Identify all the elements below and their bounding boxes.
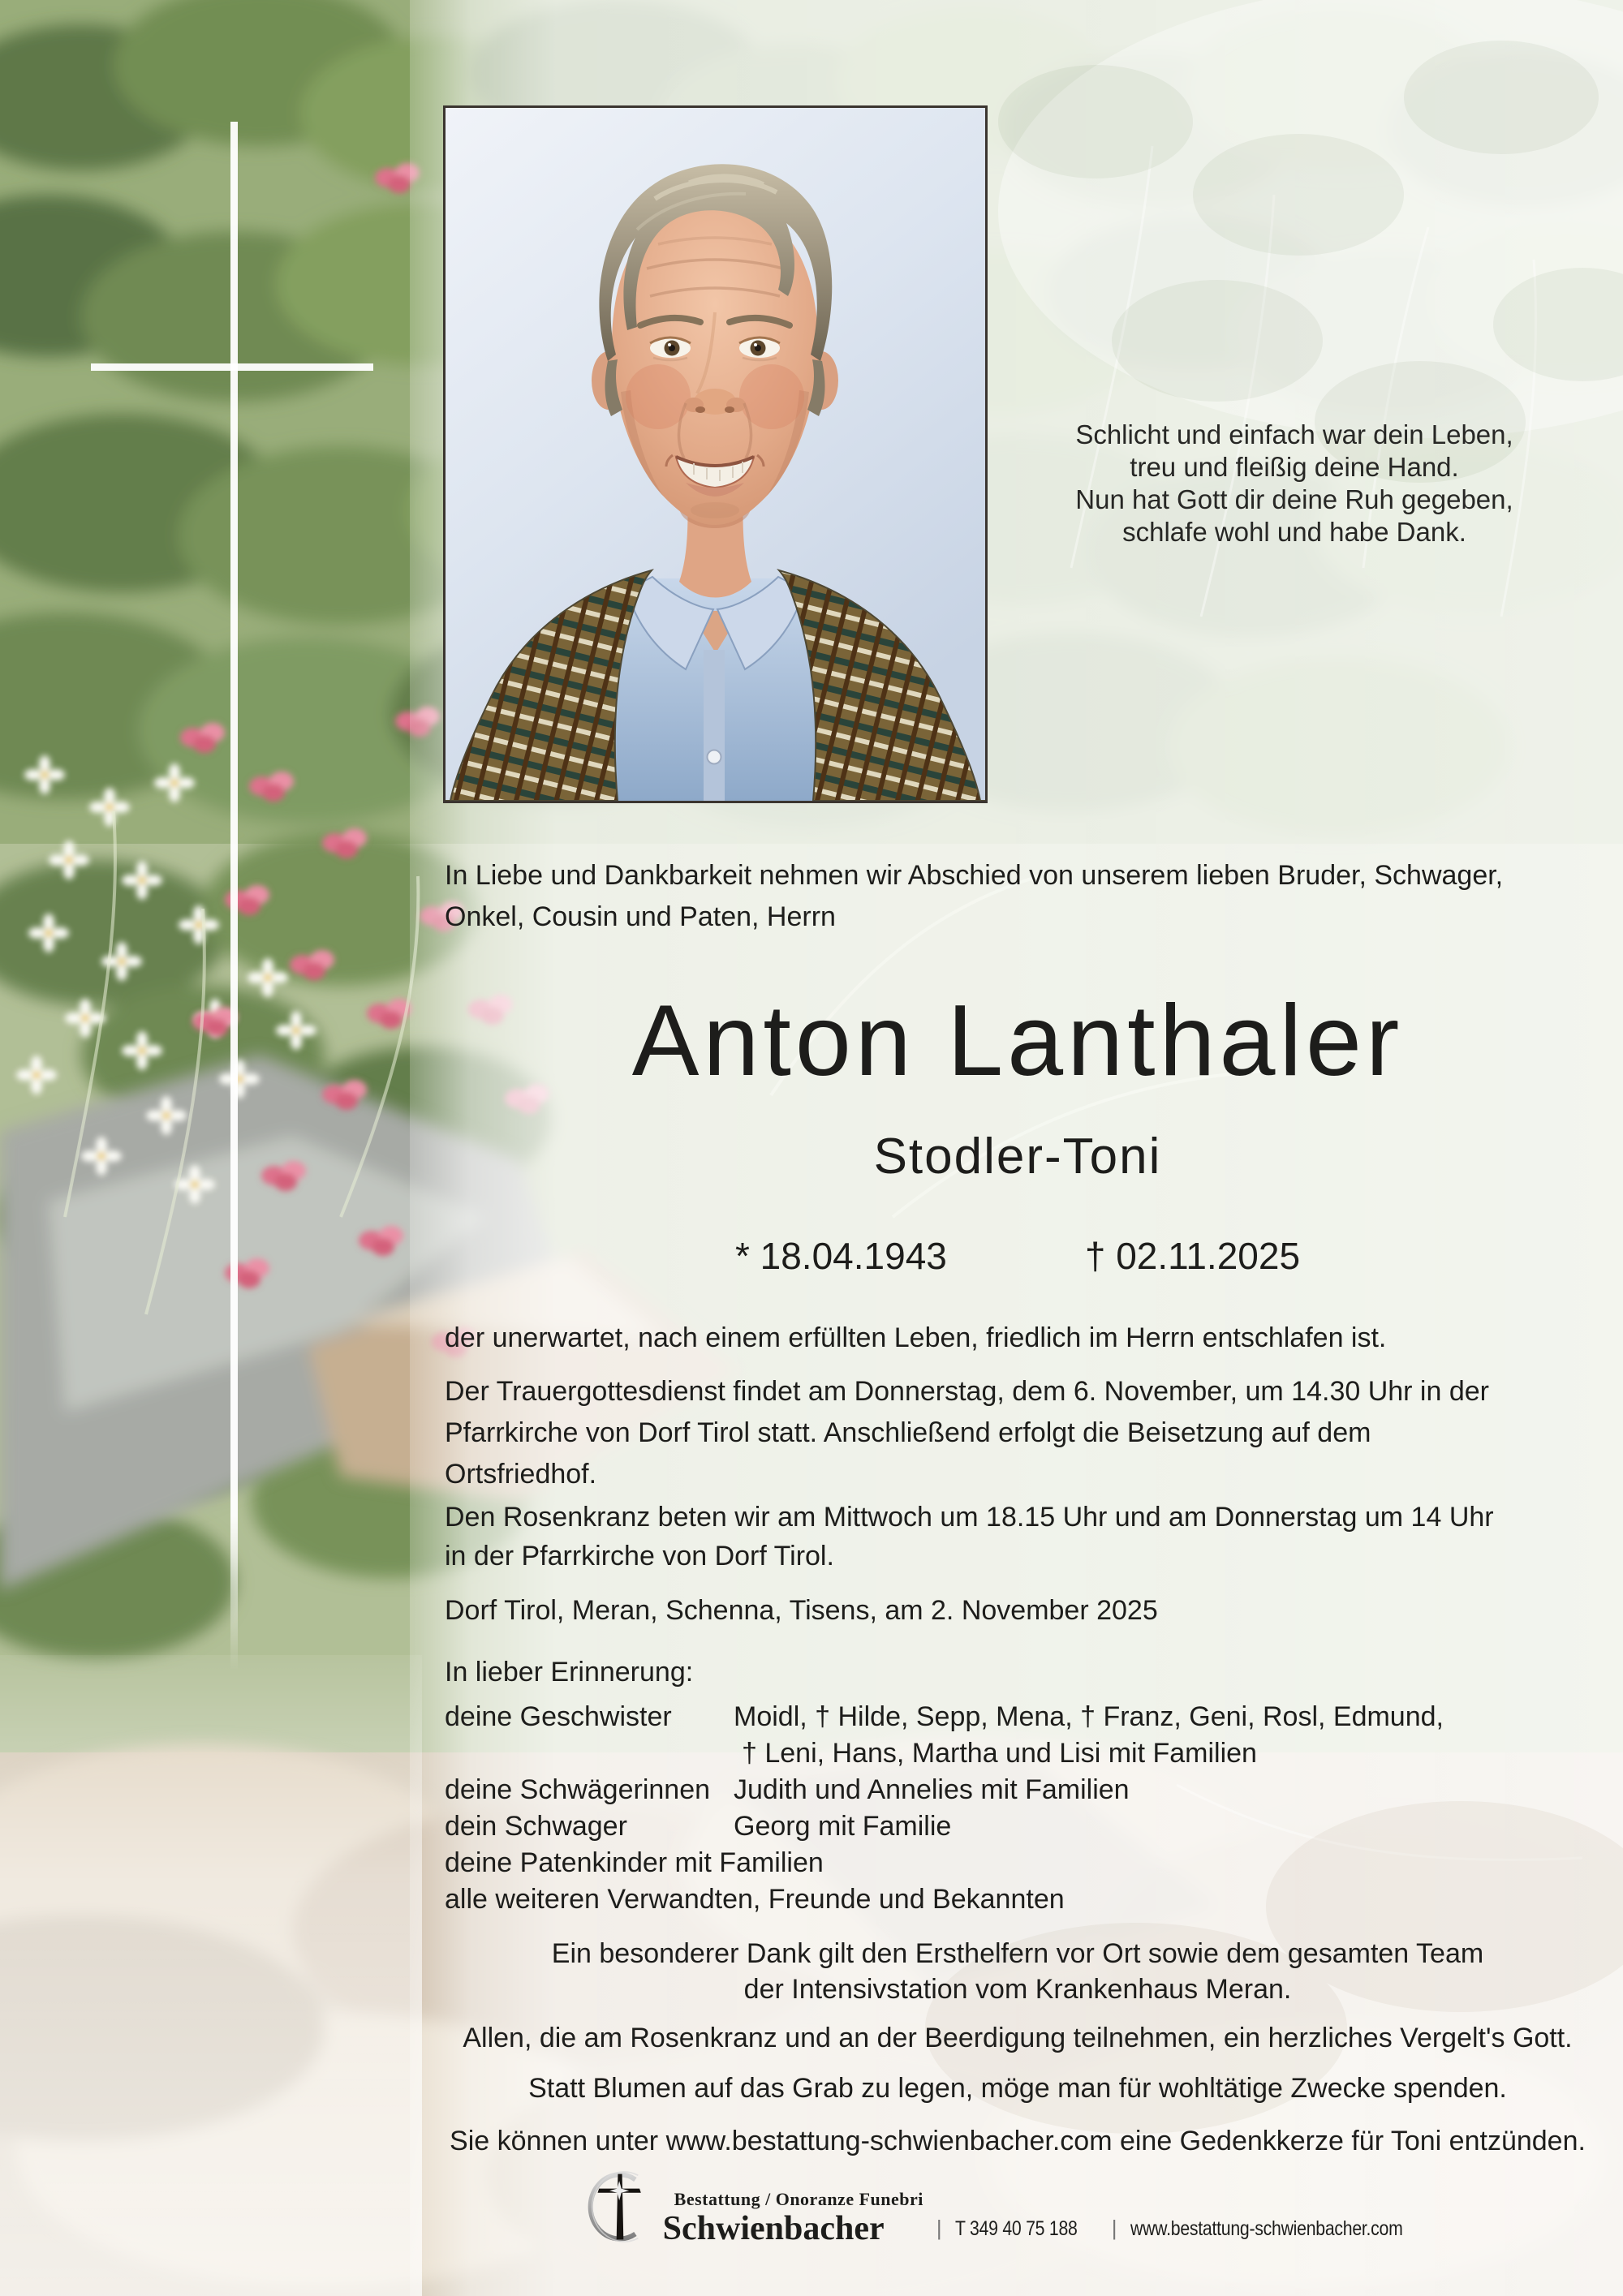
deceased-nickname: Stodler-Toni (873, 1129, 1162, 1185)
mourner-label: deine Patenkinder mit Familien (445, 1847, 824, 1878)
attendance-thanks: Allen, die am Rosenkranz und an der Beerdigung teilnehmen, ein herzliches Vergelt's Gott. (463, 2023, 1573, 2053)
mourner-label: alle weiteren Verwandten, Freunde und Bekannten (445, 1884, 1065, 1915)
life-dates (445, 1234, 1591, 1278)
intro-line: In Liebe und Dankbarkeit nehmen wir Abschied von unserem lieben Bruder, Schwager, (445, 860, 1504, 891)
mourner-row (445, 1772, 1444, 1808)
funeral-home-tagline: Bestattung / Onoranze Funebri (674, 2189, 923, 2209)
places-date-line: Dorf Tirol, Meran, Schenna, Tisens, am 2. November 2025 (445, 1595, 1158, 1626)
mourner-value: Georg mit Familie (734, 1811, 952, 1842)
remembrance-heading: In lieber Erinnerung: (445, 1657, 694, 1688)
paragraph-line: Der Trauergottesdienst findet am Donnerstag, dem 6. November, um 14.30 Uhr in der (445, 1376, 1489, 1407)
passing-paragraph (445, 1318, 1386, 1359)
portrait-photo (446, 108, 985, 801)
intro-line: Onkel, Cousin und Paten, Herrn (445, 901, 836, 932)
paragraph-line: in der Pfarrkirche von Dorf Tirol. (445, 1541, 834, 1572)
mourner-row (445, 1699, 1444, 1772)
paragraph-line: Ortsfriedhof. (445, 1459, 597, 1490)
footer-separator: | (1111, 2216, 1117, 2240)
special-thanks (445, 1936, 1591, 2007)
poem-line: schlafe wohl und habe Dank. (1122, 517, 1466, 547)
mourner-row (445, 1845, 1444, 1881)
memorial-poem (1031, 419, 1558, 548)
logo-swoosh (590, 2174, 635, 2238)
funeral-home-phone: T 349 40 75 188 (954, 2217, 1078, 2240)
rosary-paragraph (445, 1498, 1494, 1576)
footer-separator: | (936, 2216, 942, 2240)
thanks-line: Ein besonderer Dank gilt den Ersthelfern vor Ort sowie dem gesamten Team (551, 1938, 1484, 1969)
death-date: † 02.11.2025 (1084, 1235, 1301, 1278)
mourner-value: Moidl, † Hilde, Sepp, Mena, † Franz, Geni, Rosl, Edmund, (734, 1701, 1444, 1732)
portrait-photo-frame (443, 105, 988, 803)
paragraph-line: Den Rosenkranz beten wir am Mittwoch um 18.15 Uhr und am Donnerstag um 14 Uhr (445, 1502, 1494, 1533)
funeral-home-identity (663, 2189, 923, 2246)
mourner-label: deine Geschwister (445, 1701, 672, 1732)
funeral-home-name: Schwienbacher (662, 2210, 885, 2247)
thanks-line: der Intensivstation vom Krankenhaus Meran. (743, 1974, 1292, 2005)
paragraph-line: Pfarrkirche von Dorf Tirol statt. Anschließend erfolgt die Beisetzung auf dem (445, 1417, 1371, 1448)
farewell-intro (445, 855, 1503, 938)
funeral-home-website: www.bestattung-schwienbacher.com (1130, 2217, 1403, 2240)
white-cross-icon (230, 122, 238, 1671)
logo-sparkle-icon (609, 2181, 629, 2200)
memorial-candle-note: Sie können unter www.bestattung-schwienbacher.com eine Gedenkkerze für Toni entzünden. (450, 2126, 1586, 2156)
funeral-home-footer (445, 2168, 1591, 2246)
mourners-list (445, 1699, 1444, 1918)
birth-date: * 18.04.1943 (734, 1235, 947, 1278)
mourner-label: dein Schwager (445, 1811, 627, 1842)
paragraph-line: der unerwartet, nach einem erfüllten Leben, friedlich im Herrn entschlafen ist. (445, 1322, 1387, 1353)
donation-request: Statt Blumen auf das Grab zu legen, möge man für wohltätige Zwecke spenden. (528, 2073, 1507, 2104)
white-cross-icon-arm (91, 363, 373, 371)
deceased-name-block (445, 985, 1591, 1278)
poem-line: treu und fleißig deine Hand. (1130, 452, 1459, 482)
mourner-label: deine Schwägerinnen (445, 1774, 711, 1805)
mourner-value: Judith und Annelies mit Familien (734, 1774, 1130, 1805)
funeral-service-paragraph (445, 1371, 1489, 1495)
funeral-home-logo (585, 2168, 655, 2246)
poem-line: Nun hat Gott dir deine Ruh gegeben, (1075, 484, 1513, 514)
mourner-value-continued: † Leni, Hans, Martha und Lisi mit Familien (742, 1738, 1257, 1769)
deceased-name: Anton Lanthaler (631, 985, 1404, 1097)
poem-line: Schlicht und einfach war dein Leben, (1075, 419, 1513, 449)
shirt-button (708, 750, 721, 764)
mourner-row (445, 1808, 1444, 1845)
mourner-row (445, 1881, 1444, 1918)
